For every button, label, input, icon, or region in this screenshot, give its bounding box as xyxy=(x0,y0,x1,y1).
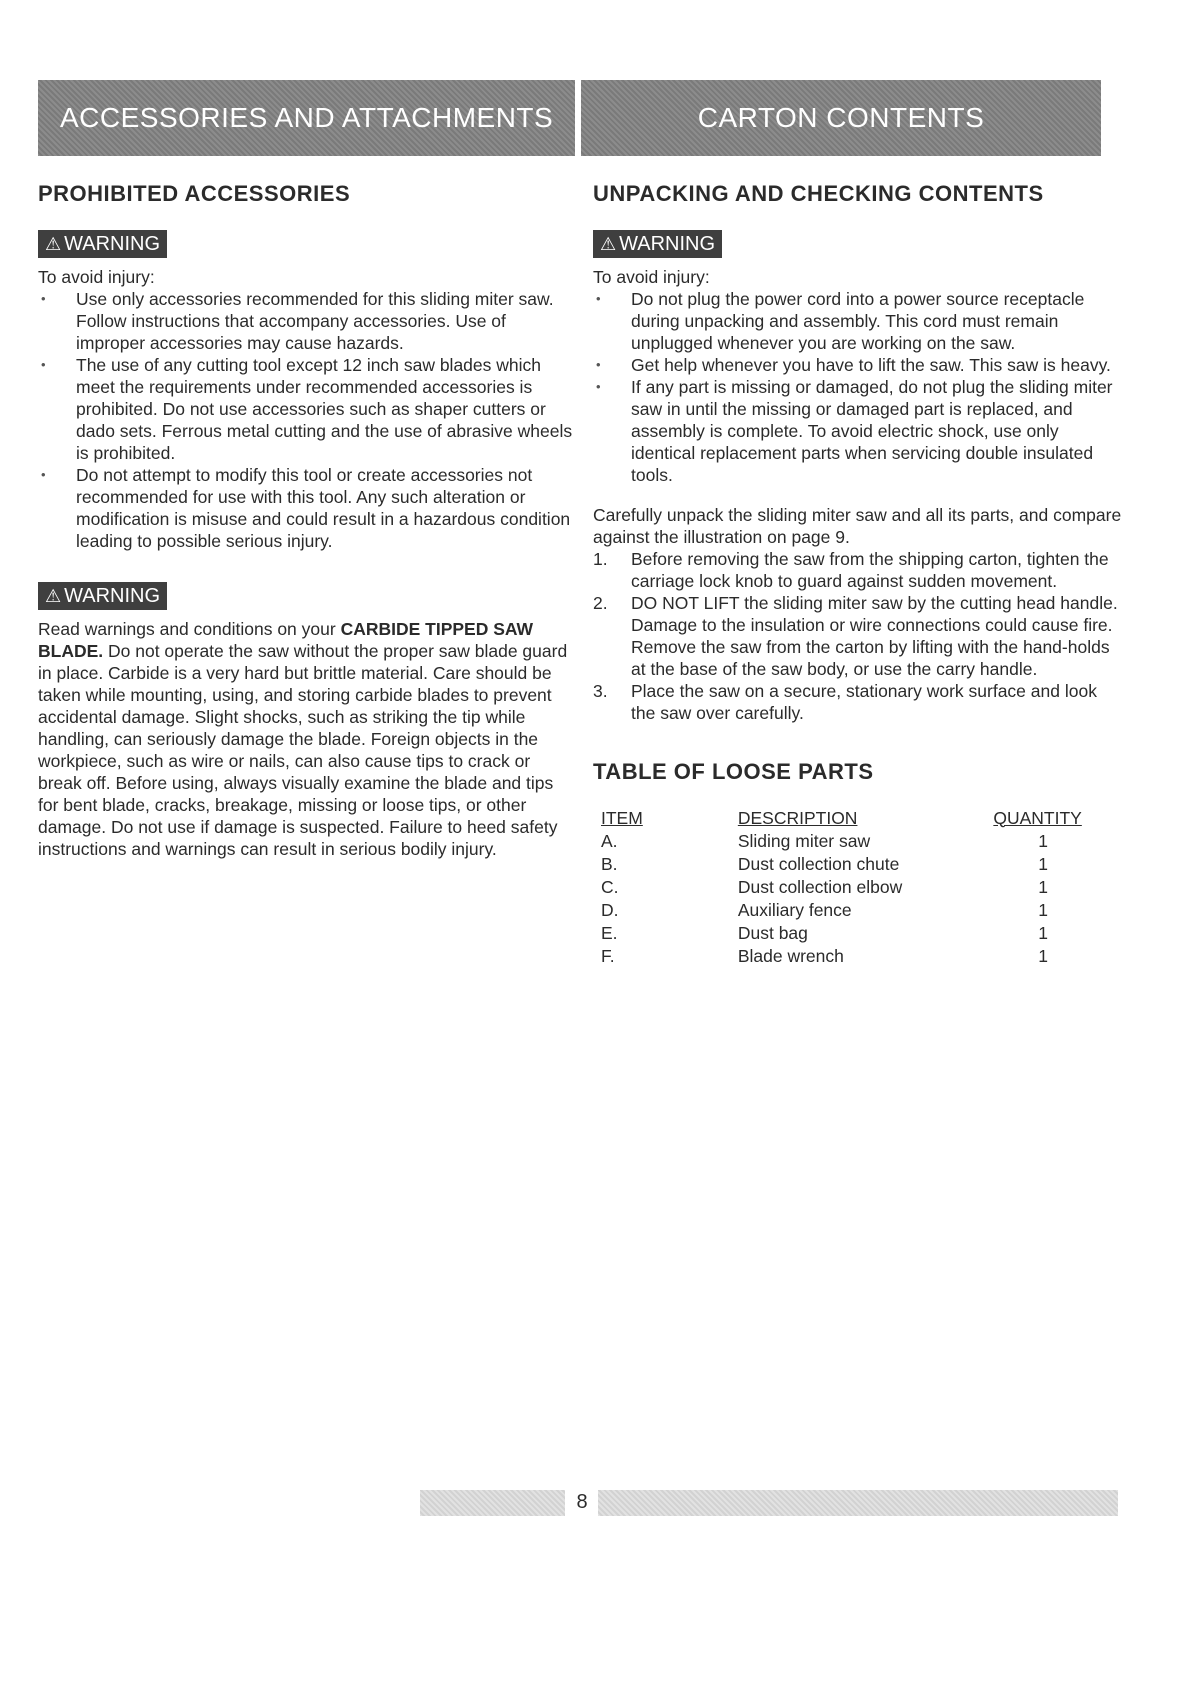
cell-item: F. xyxy=(601,946,615,966)
column-header-description: DESCRIPTION xyxy=(737,807,858,828)
column-header-item: ITEM xyxy=(601,807,643,828)
warning-text: WARNING xyxy=(64,233,161,255)
bullet-item: • Use only accessories recommended for this sliding miter saw. Follow instructions that accompany accessories. Use of improper accessories may cause hazards. xyxy=(38,288,578,354)
warning-label xyxy=(38,582,167,610)
bullet-item: • Do not plug the power cord into a power source receptacle during unpacking and assembly. This cord must remain unplugged whenever you are working on the saw. xyxy=(593,288,1123,354)
step-text: Before removing the saw from the shipping carton, tighten the carriage lock knob to guard against sudden movement. xyxy=(631,549,1109,591)
cell-item: B. xyxy=(601,854,618,874)
banner-title: CARTON CONTENTS xyxy=(697,102,985,133)
warning-bullets xyxy=(593,288,1123,486)
table-row xyxy=(593,922,1093,945)
left-column xyxy=(38,180,578,860)
paragraph-text: Do not operate the saw without the proper saw blade guard in place. Carbide is a very hard but brittle material. Care should be taken while mounting, using, and storing carbide blades to prevent accidental damage. Slight shocks, such as striking the tip while handling, can seriously damage the blade. Foreign objects in the workpiece, such as wire or nails, can also cause tips to crack or break off. Before using, always visually examine the blade and tips for bent blade, cracks, breakage, missing or loose tips, or other damage. Do not use if damage is suspected. Failure to heed safety instructions and warnings can result in serious bodily injury. xyxy=(38,641,568,859)
cell-quantity: 1 xyxy=(1038,900,1049,920)
section-title-loose-parts: TABLE OF LOOSE PARTS xyxy=(593,759,874,784)
cell-item: E. xyxy=(601,923,618,943)
bullet-item: • Get help whenever you have to lift the saw. This saw is heavy. xyxy=(593,354,1123,376)
step-text: Place the saw on a secure, stationary work surface and look the saw over carefully. xyxy=(631,681,1097,723)
table-row xyxy=(593,876,1093,899)
cell-description: Blade wrench xyxy=(737,946,844,966)
cell-description: Auxiliary fence xyxy=(737,900,852,920)
table-row xyxy=(593,945,1093,968)
section-banner-carton xyxy=(581,80,1101,156)
cell-quantity: 1 xyxy=(1038,854,1049,874)
warning-triangle-icon: ⚠ xyxy=(45,234,62,254)
section-title-unpacking: UNPACKING AND CHECKING CONTENTS xyxy=(593,181,1044,206)
warning-intro: To avoid injury: xyxy=(38,267,155,287)
column-header-quantity: QUANTITY xyxy=(993,807,1082,828)
cell-description: Dust bag xyxy=(737,923,808,943)
step-number: 1. xyxy=(593,549,608,569)
cell-quantity: 1 xyxy=(1038,923,1049,943)
unpacking-steps xyxy=(593,548,1123,724)
warning-label xyxy=(38,230,167,258)
paragraph-bold: CARBIDE TIPPED SAW BLADE. xyxy=(38,619,534,661)
warning-triangle-icon: ⚠ xyxy=(600,234,617,254)
section-title-prohibited: PROHIBITED ACCESSORIES xyxy=(38,181,351,206)
table-row xyxy=(593,853,1093,876)
cell-quantity: 1 xyxy=(1038,946,1049,966)
footer-decor-bar xyxy=(598,1490,1118,1516)
cell-item: A. xyxy=(601,831,618,851)
step-number: 2. xyxy=(593,593,608,613)
warning-label xyxy=(593,230,722,258)
cell-quantity: 1 xyxy=(1038,831,1049,851)
banner-title: ACCESSORIES AND ATTACHMENTS xyxy=(60,102,554,133)
warning-triangle-icon: ⚠ xyxy=(45,586,62,606)
cell-description: Sliding miter saw xyxy=(737,831,871,851)
section-banner-accessories xyxy=(38,80,575,156)
footer-decor-bar xyxy=(420,1490,565,1516)
page-number: 8 xyxy=(576,1491,588,1513)
step-item xyxy=(593,592,1123,680)
warning-text: WARNING xyxy=(619,233,716,255)
unpacking-intro: Carefully unpack the sliding miter saw and all its parts, and compare against the illustration on page 9. xyxy=(593,505,1122,547)
table-header-row xyxy=(593,806,1093,830)
warning-bullets xyxy=(38,288,578,552)
step-item xyxy=(593,548,1123,592)
warning-text: WARNING xyxy=(64,585,161,607)
cell-item: C. xyxy=(601,877,619,897)
step-number: 3. xyxy=(593,681,608,701)
paragraph-text: Read warnings and conditions on your xyxy=(38,619,341,639)
cell-description: Dust collection elbow xyxy=(737,877,903,897)
step-item xyxy=(593,680,1123,724)
warning-intro: To avoid injury: xyxy=(593,267,710,287)
table-row xyxy=(593,899,1093,922)
cell-quantity: 1 xyxy=(1038,877,1049,897)
right-column xyxy=(593,180,1123,968)
bullet-item: • Do not attempt to modify this tool or create accessories not recommended for use with this tool. Any such alteration or modification is misuse and could result in a hazardous condition leading to possible serious injury. xyxy=(38,464,578,552)
carbide-warning-paragraph xyxy=(38,618,578,860)
bullet-item: • If any part is missing or damaged, do not plug the sliding miter saw in until the missing or damaged part is replaced, and assembly is complete. To avoid electric shock, use only identical replacement parts when servicing double insulated tools. xyxy=(593,376,1123,486)
step-text: DO NOT LIFT the sliding miter saw by the cutting head handle. Damage to the insulation or wire connections could cause fire. Remove the saw from the carton by lifting with the hand-holds at the base of the saw body, or use the carry handle. xyxy=(631,593,1118,679)
cell-item: D. xyxy=(601,900,619,920)
table-row xyxy=(593,830,1093,853)
cell-description: Dust collection chute xyxy=(737,854,900,874)
bullet-item: • The use of any cutting tool except 12 inch saw blades which meet the requirements under recommended accessories is prohibited. Do not use accessories such as shaper cutters or dado sets. Ferrous metal cutting and the use of abrasive wheels is prohibited. xyxy=(38,354,578,464)
loose-parts-table xyxy=(593,806,1093,968)
